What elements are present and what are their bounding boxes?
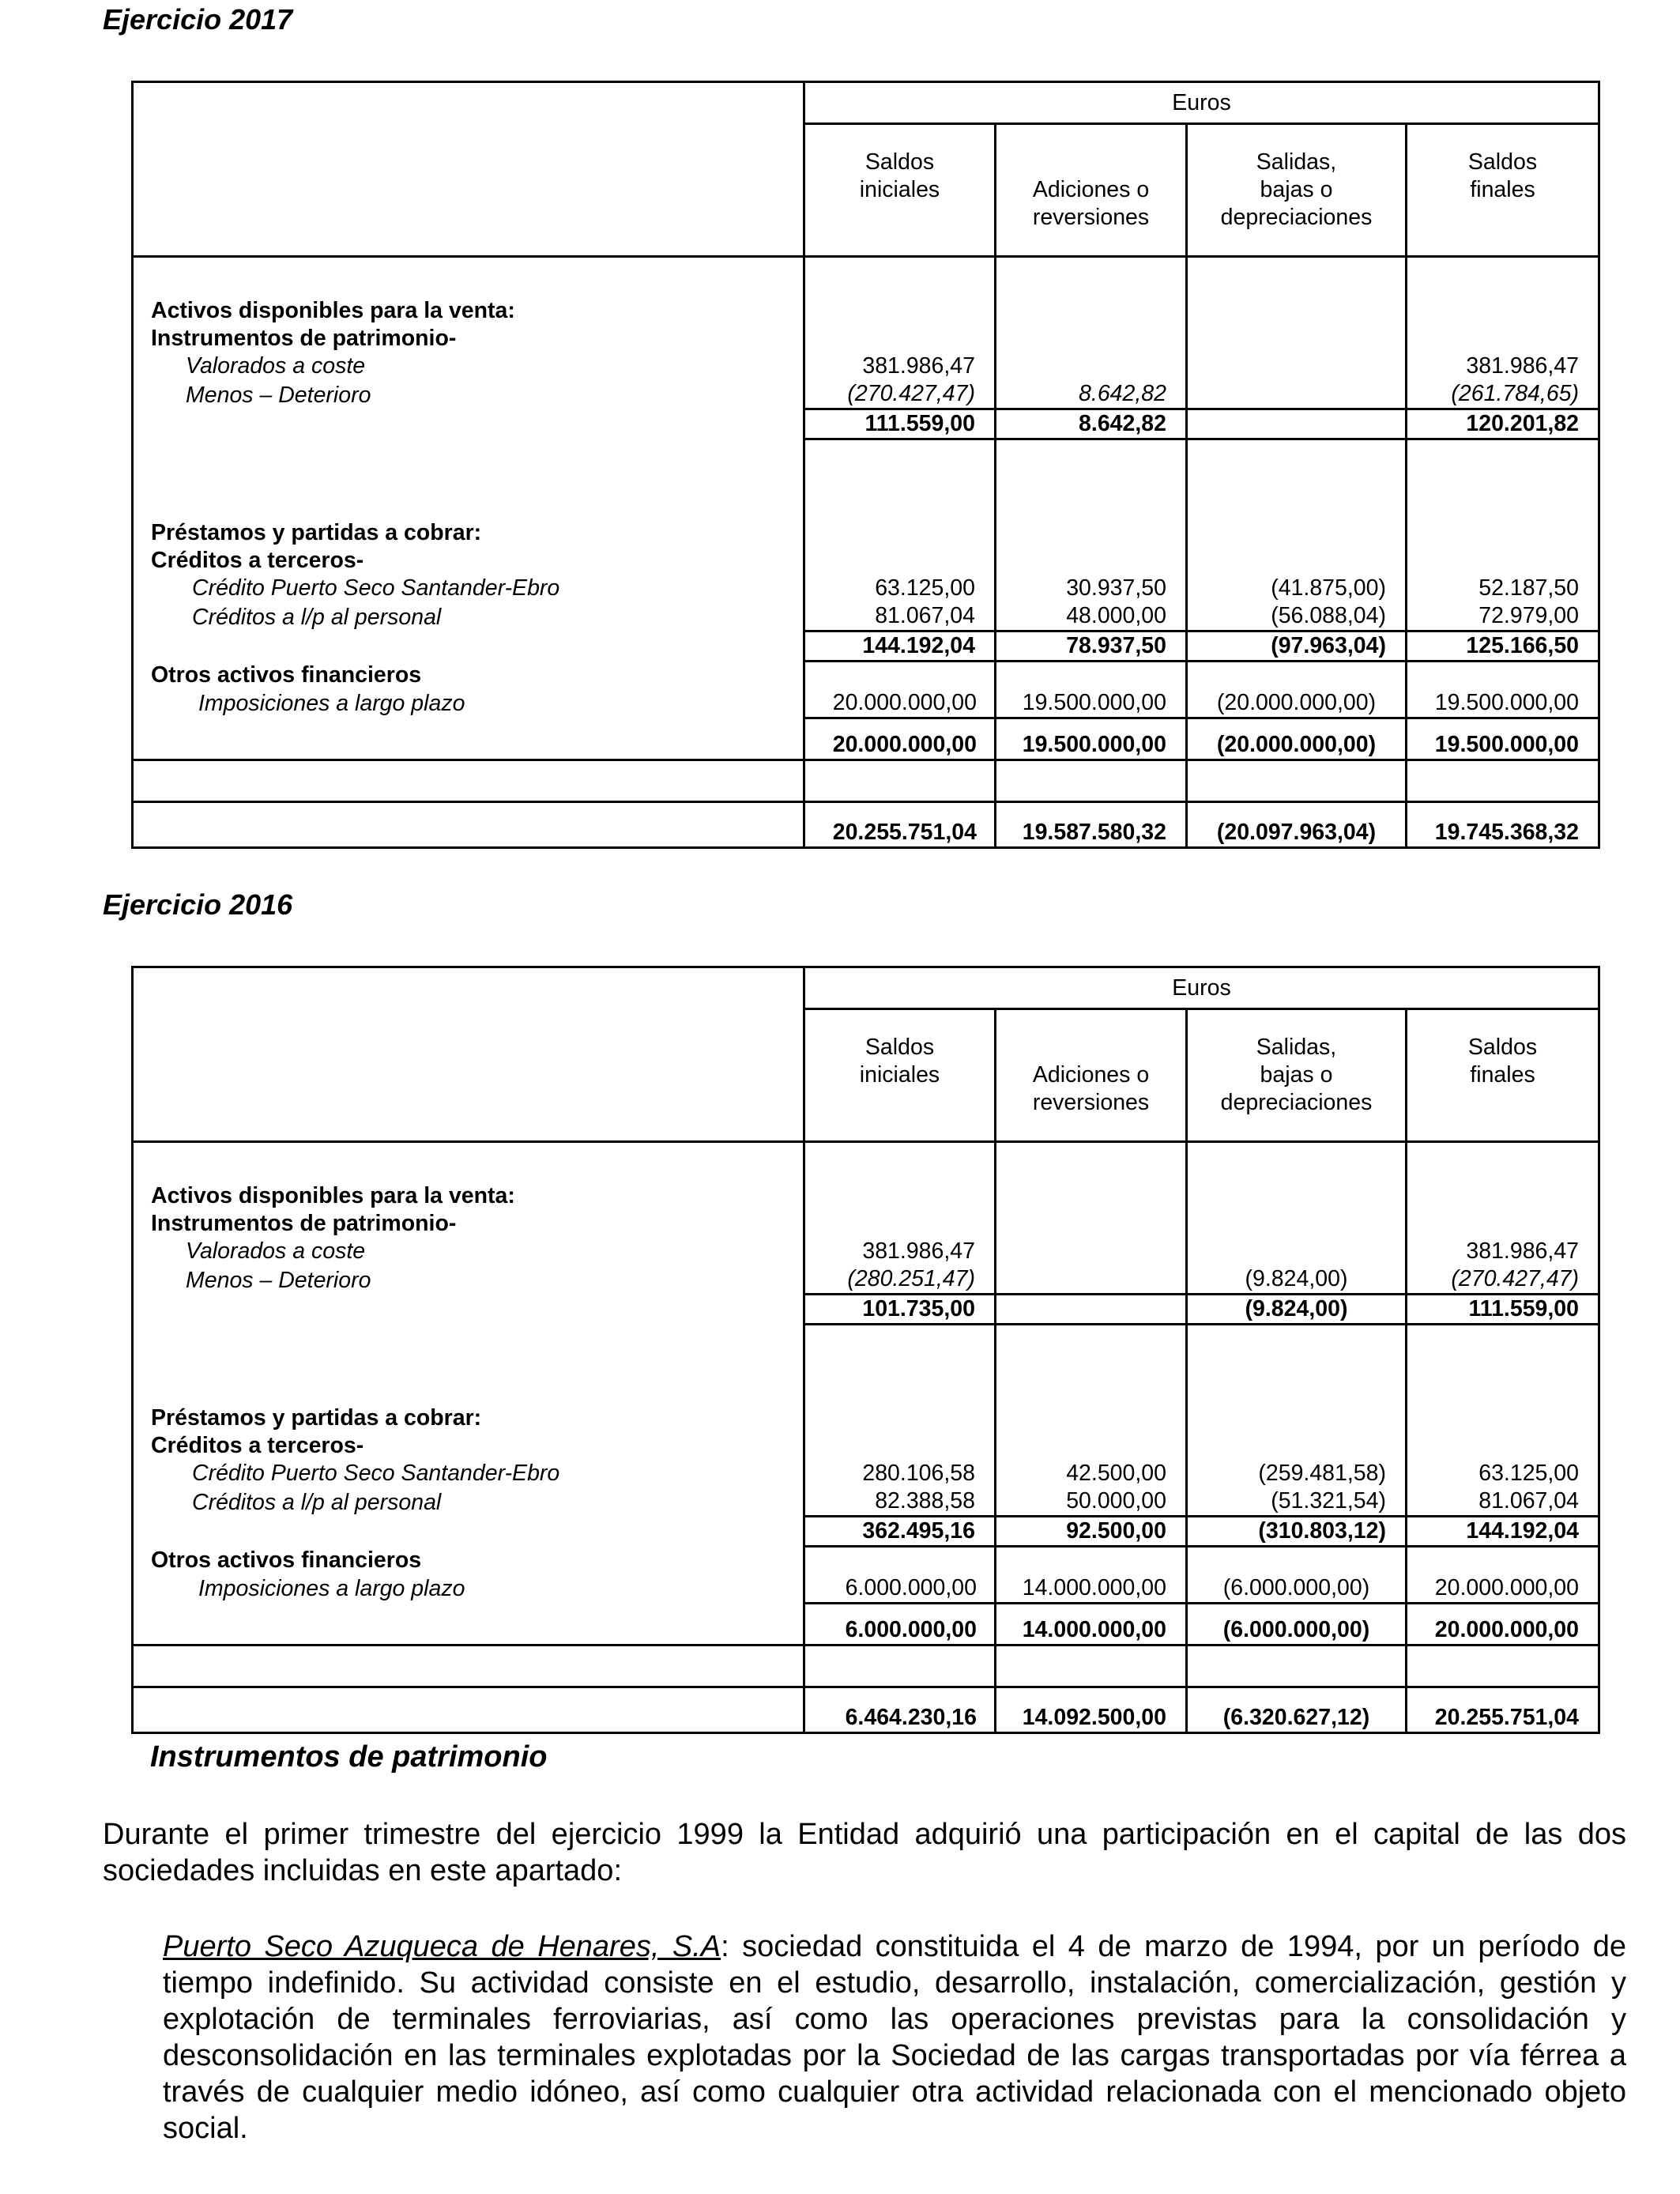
subtotal-row: 101.735,00 (9.824,00) 111.559,00 — [133, 1295, 1599, 1325]
col-saldos-finales: Saldos finales — [1407, 1009, 1599, 1142]
section-title-2017: Ejercicio 2017 — [103, 3, 293, 36]
table-row: Valorados a coste 381.986,47 381.986,47 — [133, 352, 1599, 380]
table-row: Valorados a coste 381.986,47 381.986,47 — [133, 1238, 1599, 1265]
col-adiciones: Adiciones o reversiones — [996, 124, 1187, 257]
paragraph-puerto-seco — [163, 1928, 1626, 2147]
table-row: Créditos a l/p al personal 82.388,58 50.000,00 (51.321,54) 81.067,04 — [133, 1487, 1599, 1517]
table-row: Créditos a terceros- — [133, 1432, 1599, 1460]
table-row: Activos disponibles para la venta: — [133, 297, 1599, 325]
section-title-2016: Ejercicio 2016 — [103, 888, 293, 921]
col-saldos-finales: Saldos finales — [1407, 124, 1599, 257]
col-adiciones: Adiciones o reversiones — [996, 1009, 1187, 1142]
total-row: 20.255.751,04 19.587.580,32 (20.097.963,04) 19.745.368,32 — [133, 802, 1599, 848]
table-row: Crédito Puerto Seco Santander-Ebro 280.106,58 42.500,00 (259.481,58) 63.125,00 — [133, 1460, 1599, 1487]
company-name: Puerto Seco Azuqueca de Henares, S.A — [163, 1930, 721, 1963]
subtotal-row: 6.000.000,00 14.000.000,00 (6.000.000,00) 20.000.000,00 — [133, 1603, 1599, 1646]
table-row: Instrumentos de patrimonio- — [133, 1210, 1599, 1238]
table-row: Préstamos y partidas a cobrar: — [133, 519, 1599, 547]
table-row: Menos – Deterioro (270.427,47) 8.642,82 (261.784,65) — [133, 380, 1599, 409]
table-row: Menos – Deterioro (280.251,47) (9.824,00) (270.427,47) — [133, 1265, 1599, 1295]
col-salidas: Salidas, bajas o depreciaciones — [1187, 1009, 1407, 1142]
euros-header: Euros — [804, 82, 1599, 124]
subtotal-row: 20.000.000,00 19.500.000,00 (20.000.000,00) 19.500.000,00 — [133, 718, 1599, 760]
table-row: Activos disponibles para la venta: — [133, 1182, 1599, 1210]
table-row: Imposiciones a largo plazo 6.000.000,00 14.000.000,00 (6.000.000,00) 20.000.000,00 — [133, 1574, 1599, 1604]
table-2016 — [131, 966, 1600, 1734]
subtotal-row: 362.495,16 92.500,00 (310.803,12) 144.192,04 — [133, 1517, 1599, 1547]
total-row: 6.464.230,16 14.092.500,00 (6.320.627,12) 20.255.751,04 — [133, 1687, 1599, 1733]
col-salidas: Salidas, bajas o depreciaciones — [1187, 124, 1407, 257]
table-row: Imposiciones a largo plazo 20.000.000,00 19.500.000,00 (20.000.000,00) 19.500.000,00 — [133, 689, 1599, 718]
table-2017 — [131, 81, 1600, 849]
paragraph-body: : sociedad constituida el 4 de marzo de 1994, por un período de tiempo indefinido. Su actividad consiste en el estudio, desarrollo, instalación, comercialización, gestión y explotación de terminales ferroviarias, así como las operaciones previstas para la consolidación y desconsolidación en las terminales explotadas por la Sociedad de las cargas transportadas por vía férrea a través de cualquier medio idóneo, así como cualquier otra actividad relacionada con el mencionado objeto social. — [163, 1930, 1627, 2145]
euros-header: Euros — [804, 967, 1599, 1009]
table-row: Crédito Puerto Seco Santander-Ebro 63.125,00 30.937,50 (41.875,00) 52.187,50 — [133, 575, 1599, 602]
subtotal-row: 144.192,04 78.937,50 (97.963,04) 125.166,50 — [133, 631, 1599, 662]
subtotal-row: 111.559,00 8.642,82 120.201,82 — [133, 409, 1599, 439]
table-row: Otros activos financieros — [133, 662, 1599, 689]
paragraph-intro: Durante el primer trimestre del ejercicio 1999 la Entidad adquirió una participación en el capital de las dos sociedades incluidas en este apartado: — [103, 1818, 1626, 1887]
table-row: Otros activos financieros — [133, 1547, 1599, 1574]
table-row: Instrumentos de patrimonio- — [133, 325, 1599, 352]
subheading: Instrumentos de patrimonio — [150, 1740, 548, 1774]
table-row: Préstamos y partidas a cobrar: — [133, 1404, 1599, 1432]
col-saldos-iniciales: Saldos iniciales — [804, 124, 996, 257]
table-row: Créditos a terceros- — [133, 547, 1599, 575]
col-saldos-iniciales: Saldos iniciales — [804, 1009, 996, 1142]
table-row: Créditos a l/p al personal 81.067,04 48.000,00 (56.088,04) 72.979,00 — [133, 602, 1599, 631]
